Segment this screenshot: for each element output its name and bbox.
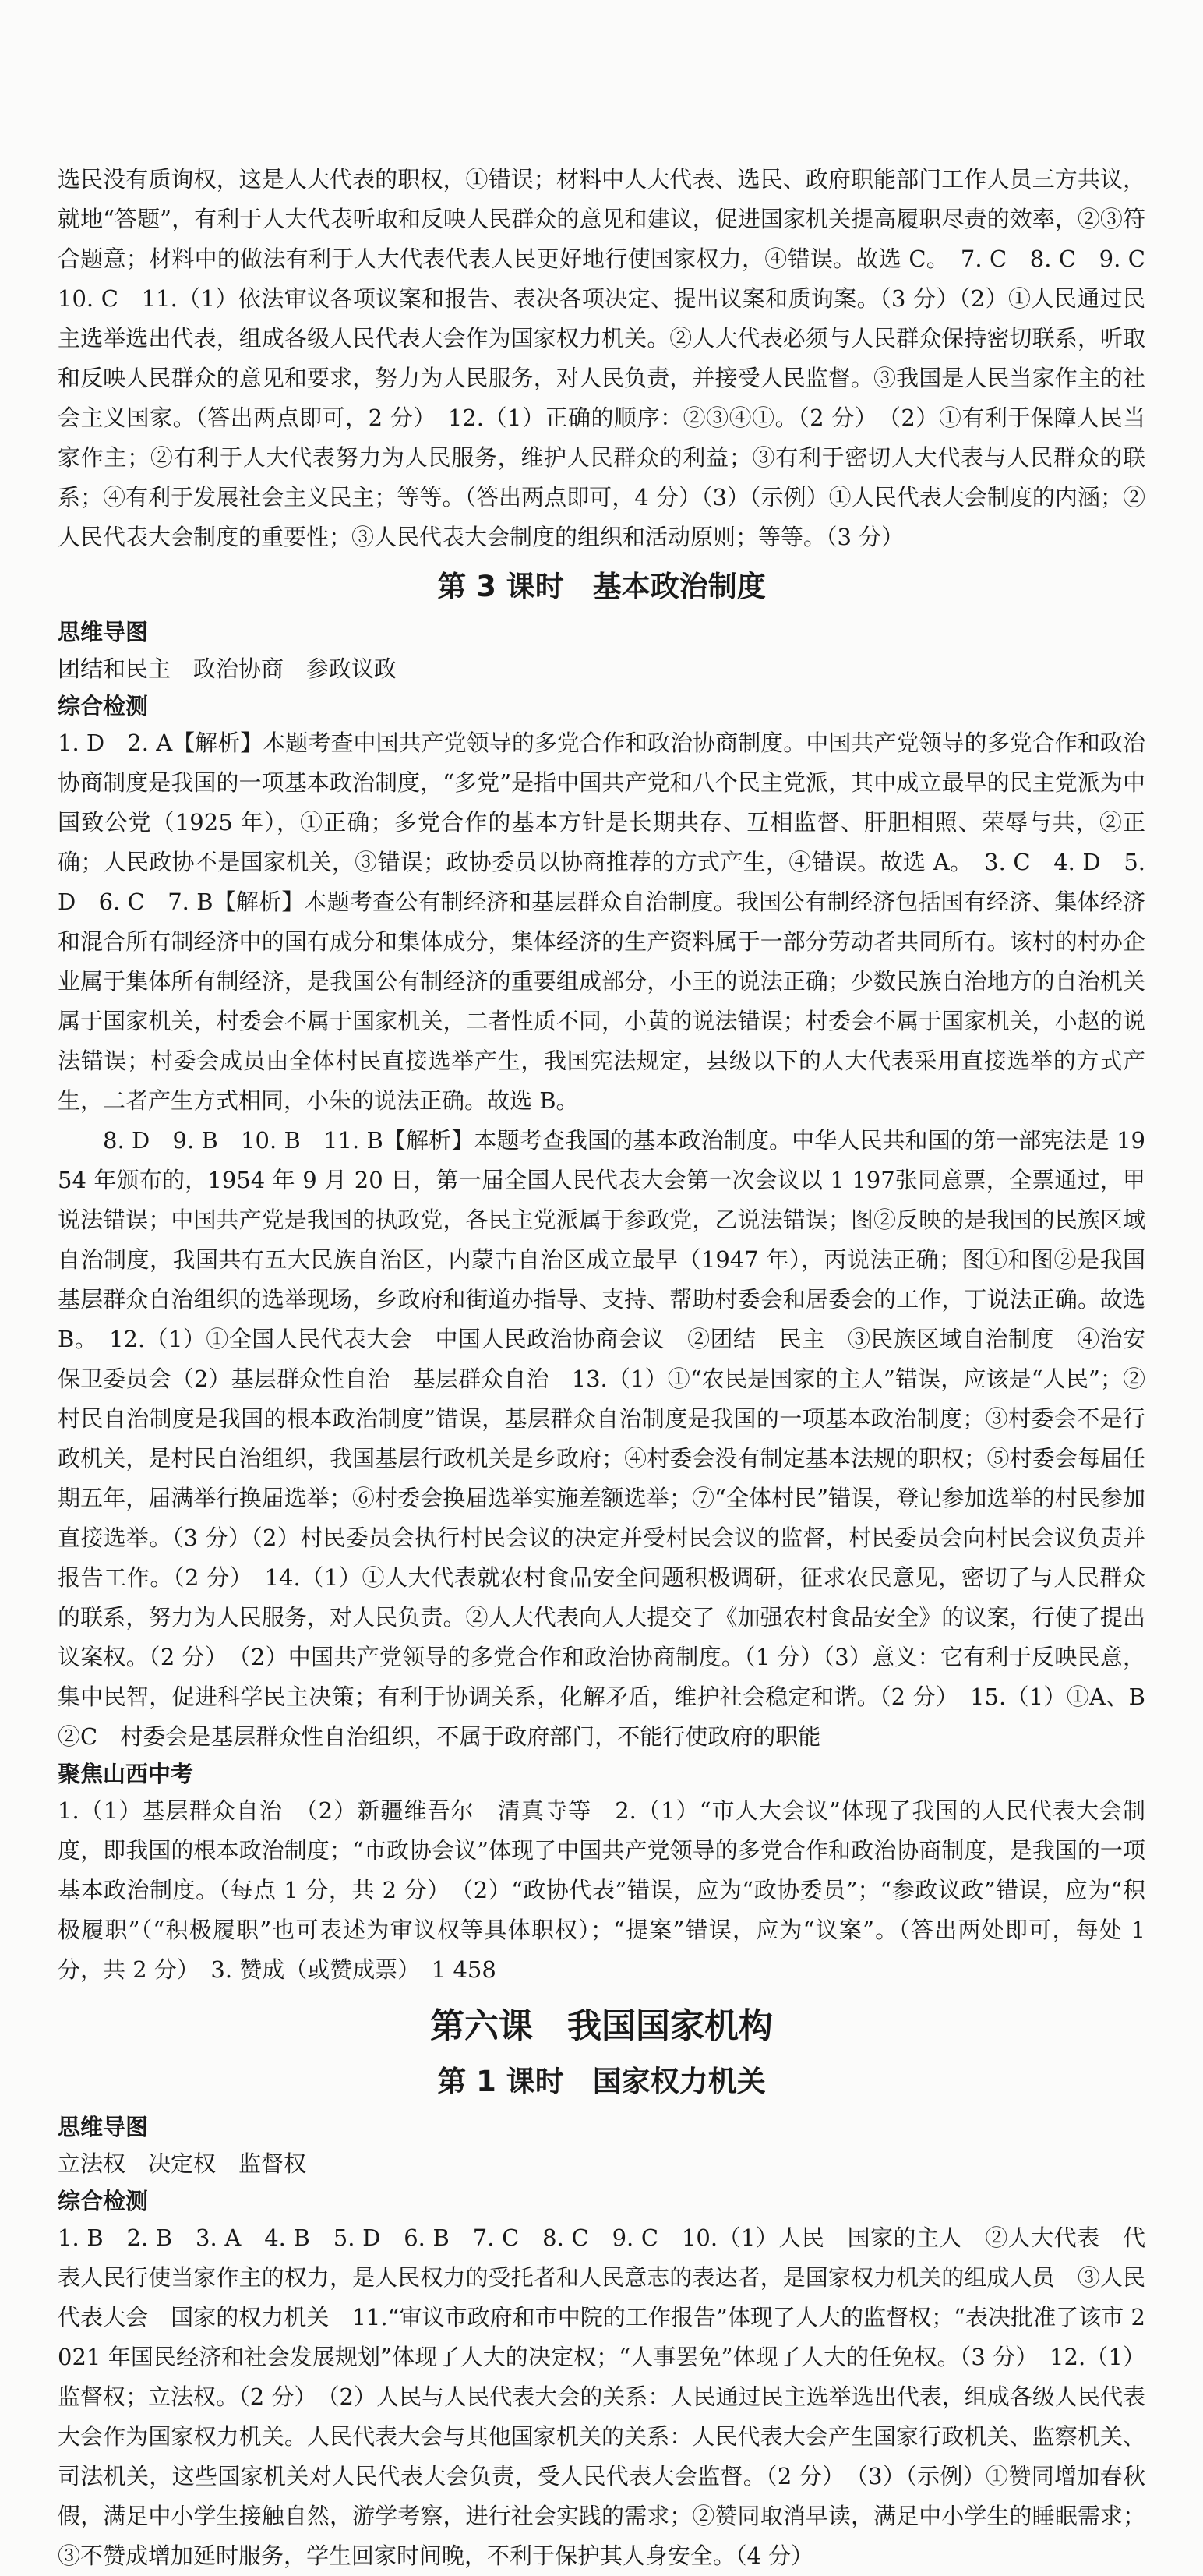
answer-paragraph: 选民没有质询权，这是人大代表的职权，①错误；材料中人大代表、选民、政府职能部门工作人员三方共议，就地“答题”，有利于人大代表听取和反映人民群众的意见和建议，促进国家机关提高履职尽责的效率，②③符合题意；材料中的做法有利于人大代表代表人民更好地行使国家权力，④错误。故选 C。 7. C 8. C 9. C 10. C 11.（1）依法审议各项议案和报告、表决各项决定、提出议案和质询案。（3 分）（2）①人民通过民主选举选出代表，组成各级人民代表大会作为国家权力机关。②人大代表必须与人民群众保持密切联系，听取和反映人民群众的意见和要求，努力为人民服务，对人民负责，并接受人民监督。③我国是人民当家作主的社会主义国家。（答出两点即可，2 分） 12.（1）正确的顺序：②③④①。（2 分） （2）①有利于保障人民当家作主；②有利于人大代表努力为人民服务，维护人民群众的利益；③有利于密切人大代表与人民群众的联系；④有利于发展社会主义民主；等等。（答出两点即可，4 分）（3）（示例）①人民代表大会制度的内涵；②人民代表大会制度的重要性；③人民代表大会制度的组织和活动原则；等等。（3 分） xyxy=(58,166,1169,550)
mindmap-answer: 团结和民主 政治协商 参政议政 xyxy=(58,655,397,682)
answer-paragraph: 1. D 2. A【解析】本题考查中国共产党领导的多党合作和政治协商制度。中国共产党领导的多党合作和政治协商制度是我国的一项基本政治制度，“多党”是指中国共产党和八个民主党派，其中成立最早的民主党派为中国致公党（1925 年），①正确；多党合作的基本方针是长期共存、互相监督、肝胆相照、荣辱与共，②正确；人民政协不是国家机关，③错误；政协委员以协商推荐的方式产生，④错误。故选 A。 3. C 4. D 5. D 6. C 7. B【解析】本题考查公有制经济和基层群众自治制度。我国公有制经济包括国有经济、集体经济和混合所有制经济中的国有成分和集体成分，集体经济的生产资料属于一部分劳动者共同所有。该村的村办企业属于集体所有制经济，是我国公有制经济的重要组成部分，小王的说法正确；少数民族自治地方的自治机关属于国家机关，村委会不属于国家机关，二者性质不同，小黄的说法错误；村委会不属于国家机关，小赵的说法错误；村委会成员由全体村民直接选举产生，我国宪法规定，县级以下的人大代表采用直接选举的方式产生，二者产生方式相同，小朱的说法正确。故选 B。 xyxy=(58,730,1145,1114)
focus-label: 聚焦山西中考 xyxy=(58,1761,194,1787)
check-label: 综合检测 xyxy=(58,693,149,719)
lesson-title: 第六课 我国国家机构 xyxy=(430,2006,773,2046)
mindmap-label: 思维导图 xyxy=(58,2114,149,2140)
answer-paragraph: 8. D 9. B 10. B 11. B【解析】本题考查我国的基本政治制度。中华人民共和国的第一部宪法是 1954 年颁布的，1954 年 9 月 20 日，第一届全国人民代表大会第一次会议以 1 197张同意票，全票通过，甲说法错误；中国共产党是我国的执政党，各民主党派属于参政党，乙说法错误；图②反映的是我国的民族区域自治制度，我国共有五大民族自治区，内蒙古自治区成立最早（1947 年），丙说法正确；图①和图②是我国基层群众自治组织的选举现场，乡政府和街道办指导、支持、帮助村委会和居委会的工作，丁说法正确。故选 B。 12.（1）①全国人民代表大会 中国人民政治协商会议 ②团结 民主 ③民族区域自治制度 ④治安保卫委员会（2）基层群众性自治 基层群众自治 13.（1）①“农民是国家的主人”错误，应该是“人民”；②村民自治制度是我国的根本政治制度”错误，基层群众自治制度是我国的一项基本政治制度；③村委会不是行政机关，是村民自治组织，我国基层行政机关是乡政府；④村委会没有制定基本法规的职权；⑤村委会每届任期五年，届满举行换届选举；⑥村委会换届选举实施差额选举；⑦“全体村民”错误，登记参加选举的村民参加直接选举。（3 分）（2）村民委员会执行村民会议的决定并受村民会议的监督，村民委员会向村民会议负责并报告工作。（2 分） 14.（1）①人大代表就农村食品安全问题积极调研，征求农民意见，密切了与人民群众的联系，努力为人民服务，对人民负责。②人大代表向人大提交了《加强农村食品安全》的议案，行使了提出议案权。（2 分） （2）中国共产党领导的多党合作和政治协商制度。（1 分）（3）意义：它有利于反映民意，集中民智，促进科学民主决策；有利于协调关系，化解矛盾，维护社会稳定和谐。（2 分） 15.（1）①A、B ②C 村委会是基层群众性自治组织，不属于政府部门，不能行使政府的职能 xyxy=(58,1127,1169,1750)
section-title: 第 3 课时 基本政治制度 xyxy=(437,570,766,603)
mindmap-label: 思维导图 xyxy=(58,619,149,645)
answer-paragraph: 1. B 2. B 3. A 4. B 5. D 6. B 7. C 8. C 9. C 10.（1）人民 国家的主人 ②人大代表 代表人民行使当家作主的权力，是人民权力的受托者和人民意志的表达者，是国家权力机关的组成人员 ③人民代表大会 国家的权力机关 11.“审议市政府和市中院的工作报告”体现了人大的监督权；“表决批准了该市 2021 年国民经济和社会发展规划”体现了人大的决定权；“人事罢免”体现了人大的任免权。（3 分） 12.（1）监督权；立法权。（2 分） （2）人民与人民代表大会的关系：人民通过民主选举选出代表，组成各级人民代表大会作为国家权力机关。人民代表大会与其他国家机关的关系：人民代表大会产生国家行政机关、监察机关、司法机关，这些国家机关对人民代表大会负责，受人民代表大会监督。（2 分） （3）（示例）①赞同增加春秋假，满足中小学生接触自然，游学考察，进行社会实践的需求；②赞同取消早读，满足中小学生的睡眠需求；③不赞成增加延时服务，学生回家时间晚，不利于保护其人身安全。（4 分） xyxy=(58,2224,1145,2569)
check-label: 综合检测 xyxy=(58,2188,149,2214)
section-title: 第 1 课时 国家权力机关 xyxy=(437,2065,766,2098)
mindmap-answer: 立法权 决定权 监督权 xyxy=(58,2150,307,2177)
answer-paragraph: 1.（1）基层群众自治 （2）新疆维吾尔 清真寺等 2.（1）“市人大会议”体现了我国的人民代表大会制度，即我国的根本政治制度；“市政协会议”体现了中国共产党领导的多党合作和政治协商制度，是我国的一项基本政治制度。（每点 1 分，共 2 分） （2）“政协代表”错误，应为“政协委员”；“参政议政”错误，应为“积极履职”（“积极履职”也可表述为审议权等具体职权）；“提案”错误，应为“议案”。（答出两处即可，每处 1 分，共 2 分） 3. 赞成（或赞成票） 1 458 xyxy=(58,1797,1145,1983)
